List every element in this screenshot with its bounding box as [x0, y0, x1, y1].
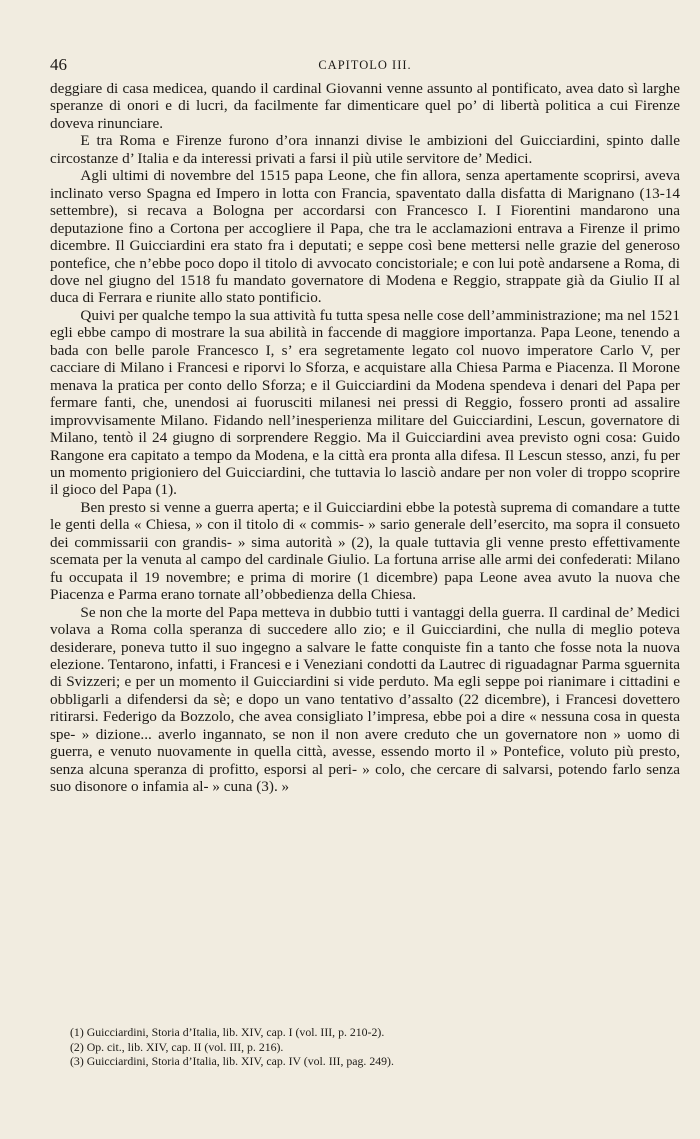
paragraph: deggiare di casa medicea, quando il cardinal Giovanni venne assunto al pontificato, avea dato sì larghe speranze di onori e di lucri, da facilmente far dimenticare quel po’ di libertà politica a cui Firenze doveva rinunciare. [50, 80, 680, 132]
paragraph: Agli ultimi di novembre del 1515 papa Leone, che fin allora, senza apertamente scoprirsi, aveva inclinato verso Spagna ed Impero in lotta con Francia, spaventato dalla disfatta di Marignano (13-14 settembre), si recava a Bologna per accordarsi con Francesco I. I Fiorentini mandarono una deputazione fino a Cortona per accogliere il Papa, che tra le acclamazioni entrava a Firenze il primo dicembre. Il Guicciardini era stato fra i deputati; e seppe così bene mettersi nelle grazie del generoso pontefice, che n’ebbe poco dopo il titolo di avvocato concistoriale; e con lui potè andarsene a Roma, di dove nel giugno del 1518 fu mandato governatore di Modena e Reggio, strappate già da Giulio II al duca di Ferrara e riunite allo stato pontificio. [50, 167, 680, 307]
paragraph: Ben presto si venne a guerra aperta; e il Guicciardini ebbe la potestà suprema di comandare a tutte le genti della « Chiesa, » con il titolo di « commis- » sario generale dell’esercito, ma sopra il consueto dei commissarii con grandis- » sima autorità » (2), la quale tuttavia gli venne presto effettivamente scemata per la venuta al campo del cardinale Giulio. La fortuna arrise alle armi dei confederati: Milano fu occupata il 19 novembre; e prima di morire (1 dicembre) papa Leone avea avuto la nuova che Piacenza e Parma erano tornate all’obbedienza della Chiesa. [50, 498, 680, 604]
footnote: (3) Guicciardini, Storia d’Italia, lib. XIV, cap. IV (vol. III, pag. 249). [70, 1054, 394, 1069]
footnote: (2) Op. cit., lib. XIV, cap. II (vol. III, p. 216). [70, 1039, 284, 1054]
chapter-heading: CAPITOLO III. [318, 58, 412, 72]
paragraph: Se non che la morte del Papa metteva in dubbio tutti i vantaggi della guerra. Il cardinal de’ Medici volava a Roma colla speranza di succedere allo zio; e il Guicciardini, che nulla di meglio poteva desiderare, poneva tutto il suo ingegno a salvare le fatte conquiste fin a tanto che fosse nota la nuova elezione. Tentarono, infatti, i Francesi e i Veneziani condotti da Lautrec di riguadagnar Parma sguernita di Svizzeri; e per un momento il Guicciardini si vide perduto. Ma egli seppe poi rianimare i cittadini e obbligarli a difendersi da sè; e dopo un vano tentativo d’assalto (22 dicembre), i Francesi dovettero ritirarsi. Federigo da Bozzolo, che avea consigliato l’impresa, ebbe poi a dire « nessuna cosa in questa spe- » dizione... averlo ingannato, se non il non avere creduto che un governatore non » uomo di guerra, e venuto nuovamente in quella città, avesse, essendo morto il » Pontefice, voluto più presto, senza alcuna speranza di profitto, esporsi al peri- » colo, che cercare di salvarsi, potendo farlo senza suo disonore o infamia al- » cuna (3). » [50, 603, 680, 796]
page-number: 46 [50, 55, 67, 74]
body-text [50, 80, 680, 796]
footnote: (1) Guicciardini, Storia d’Italia, lib. XIV, cap. I (vol. III, p. 210-2). [70, 1025, 385, 1039]
paragraph: E tra Roma e Firenze furono d’ora innanzi divise le ambizioni del Guicciardini, spinto dalle circostanze d’ Italia e da interessi privati a farsi il più utile servitore de’ Medici. [50, 132, 680, 167]
paragraph: Quivi per qualche tempo la sua attività fu tutta spesa nelle cose dell’amministrazione; ma nel 1521 egli ebbe campo di mostrare la sua abilità in faccende di maggiore importanza. Papa Leone, tenendo a bada con belle parole Francesco I, s’ era segretamente legato col nuovo imperatore Carlo V, per cacciare di Milano i Francesi e riporvi lo Sforza, e acquistare alla Chiesa Parma e Piacenza. Il Morone menava la pratica per conto dello Sforza; e il Guicciardini da Modena spendeva i denari del Papa per fermare fanti, che, unendosi ai fuorusciti milanesi nei pressi di Reggio, fossero pronti ad assalire improvvisamente Milano. Fidando nell’inesperienza militare del Guicciardini, Lescun, governatore di Milano, tentò il 24 giugno di sorprendere Reggio. Ma il Guicciardini avea previsto ogni cosa: Guido Rangone era capitato a tempo da Modena, e la città era pronta alla difesa. Il Lescun stesso, anzi, fu per un momento prigioniero del Guicciardini, che tuttavia lo lasciò andare per non voler di troppo scoprire il gioco del Papa (1). [50, 306, 680, 499]
page-header [50, 55, 680, 81]
footnotes [70, 1025, 680, 1069]
